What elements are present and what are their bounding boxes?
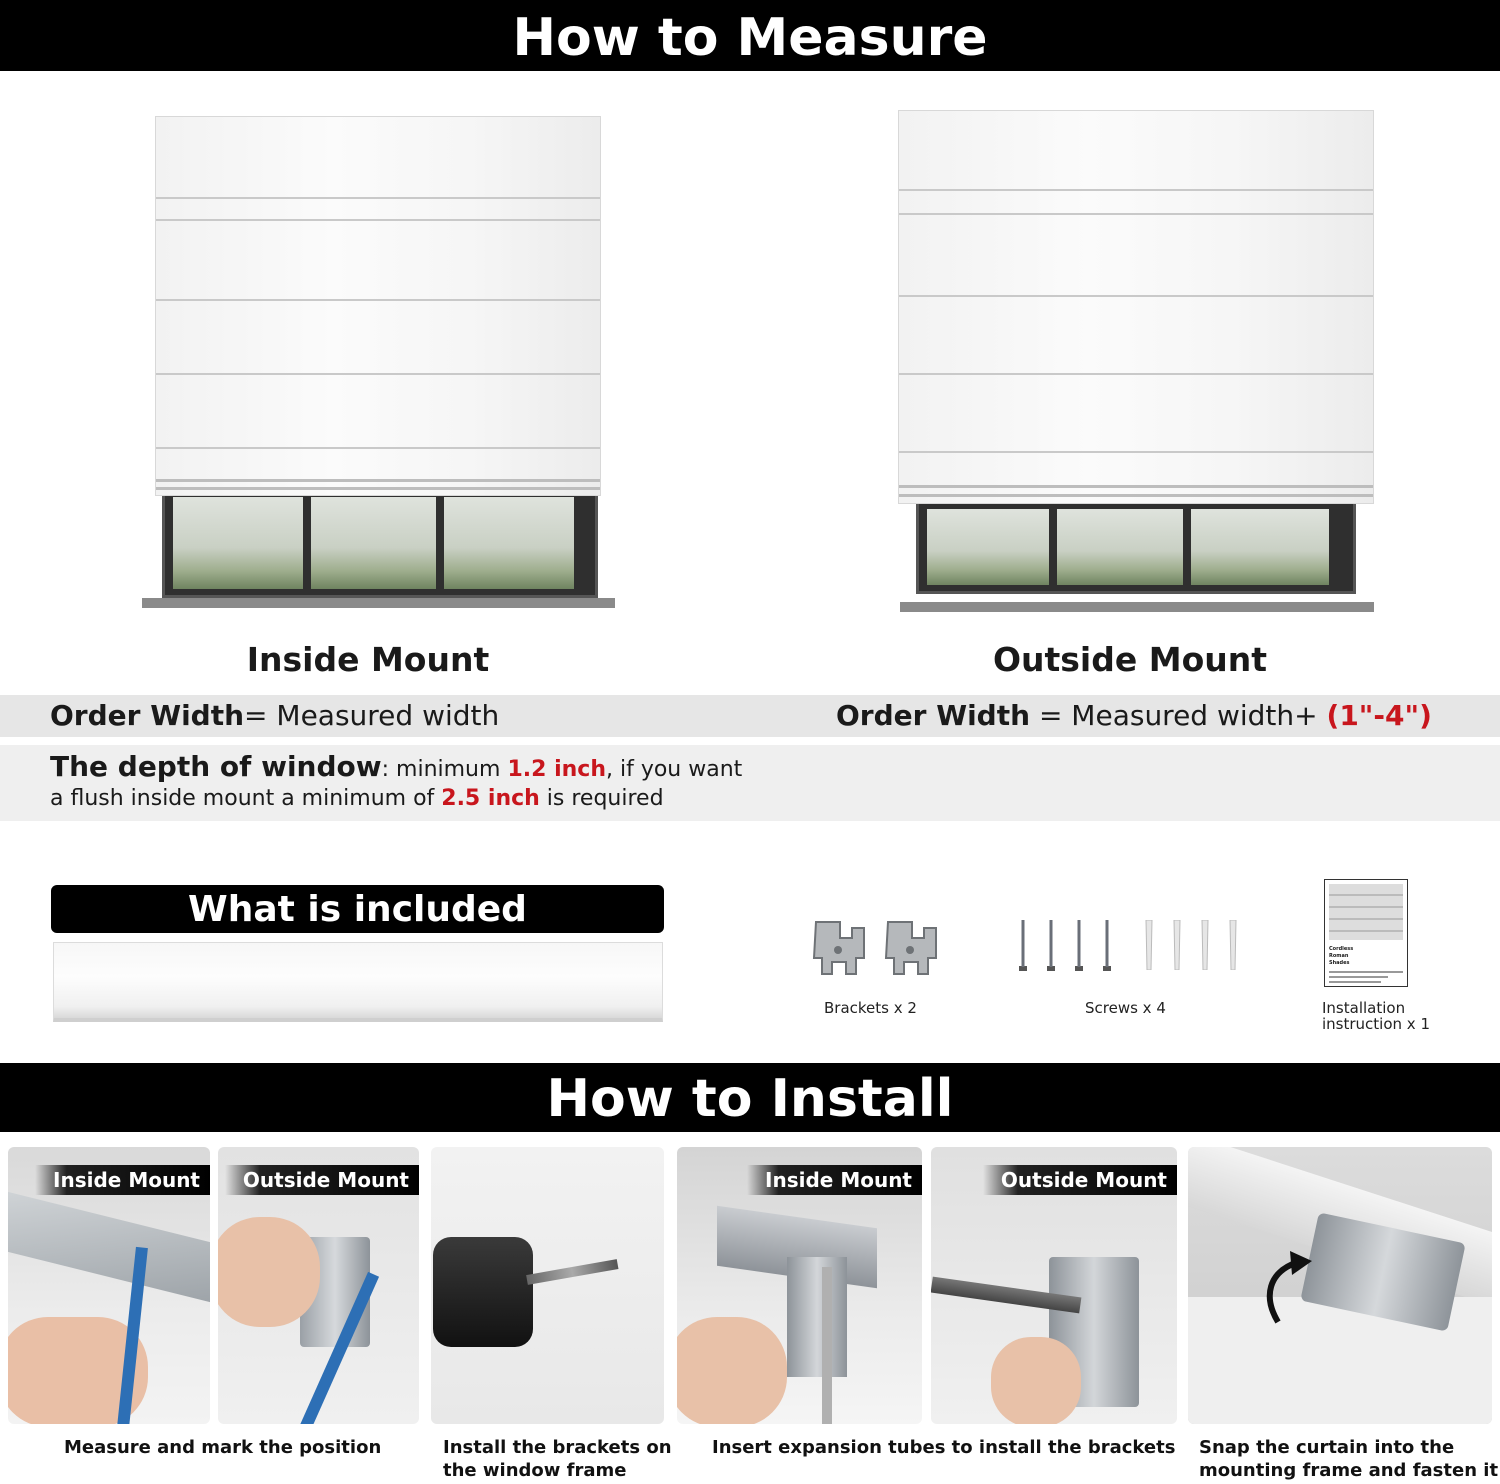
- outside-mount-title: Outside Mount: [992, 640, 1268, 679]
- step2-drill-photo: [431, 1147, 664, 1424]
- bracket-icon: [882, 918, 942, 976]
- step1-caption: Measure and mark the position: [64, 1437, 382, 1458]
- what-is-included-banner: What is included: [51, 885, 664, 933]
- inside-mount-tag-2: Inside Mount: [747, 1165, 922, 1195]
- step2-caption: Install the brackets on the window frame: [443, 1437, 672, 1481]
- outside-mount-tag: Outside Mount: [225, 1165, 419, 1195]
- step4-snap-photo: [1188, 1147, 1492, 1424]
- outside-mount-tag-2: Outside Mount: [983, 1165, 1177, 1195]
- inside-mount-tag: Inside Mount: [35, 1165, 210, 1195]
- outside-order-width: Order Width = Measured width+ (1"-4"): [836, 699, 1432, 732]
- depth-note: The depth of window: minimum 1.2 inch, if you want a flush inside mount a minimum of 2.5 inch is required: [50, 750, 743, 811]
- inside-shade-fabric: [155, 116, 601, 496]
- curved-arrow-icon: [1258, 1247, 1328, 1327]
- manual-title: Cordless Roman Shades: [1329, 946, 1354, 966]
- step3-caption: Insert expansion tubes to install the brackets: [712, 1437, 1176, 1458]
- screw-icon: [1019, 920, 1027, 972]
- outside-shade-fabric: [898, 110, 1374, 504]
- screws-label: Screws x 4: [1085, 999, 1166, 1017]
- inside-mount-title: Inside Mount: [246, 640, 490, 679]
- anchor-icon: [1228, 920, 1238, 970]
- anchor-icon: [1200, 920, 1210, 970]
- inside-order-width: Order Width= Measured width: [50, 699, 500, 732]
- brackets-label: Brackets x 2: [824, 999, 917, 1017]
- step3-outside-photo: [931, 1147, 1177, 1424]
- anchor-icon: [1144, 920, 1154, 970]
- step1-outside-photo: [218, 1147, 419, 1424]
- outside-mount-illustration: [898, 108, 1376, 616]
- step3-inside-photo: [677, 1147, 922, 1424]
- step1-inside-photo: [8, 1147, 210, 1424]
- how-to-measure-banner: How to Measure: [0, 0, 1500, 71]
- headrail-image: [53, 942, 663, 1022]
- bracket-icon: [810, 918, 870, 976]
- instruction-manual-image: [1324, 879, 1408, 987]
- screw-icon: [1075, 920, 1083, 972]
- how-to-install-banner: How to Install: [0, 1063, 1500, 1132]
- step4-caption: Snap the curtain into the mounting frame and fasten it: [1199, 1437, 1499, 1481]
- inside-mount-illustration: [140, 112, 615, 617]
- instruction-label: Installation instruction x 1: [1322, 999, 1430, 1033]
- anchor-icon: [1172, 920, 1182, 970]
- screw-icon: [1103, 920, 1111, 972]
- screw-icon: [1047, 920, 1055, 972]
